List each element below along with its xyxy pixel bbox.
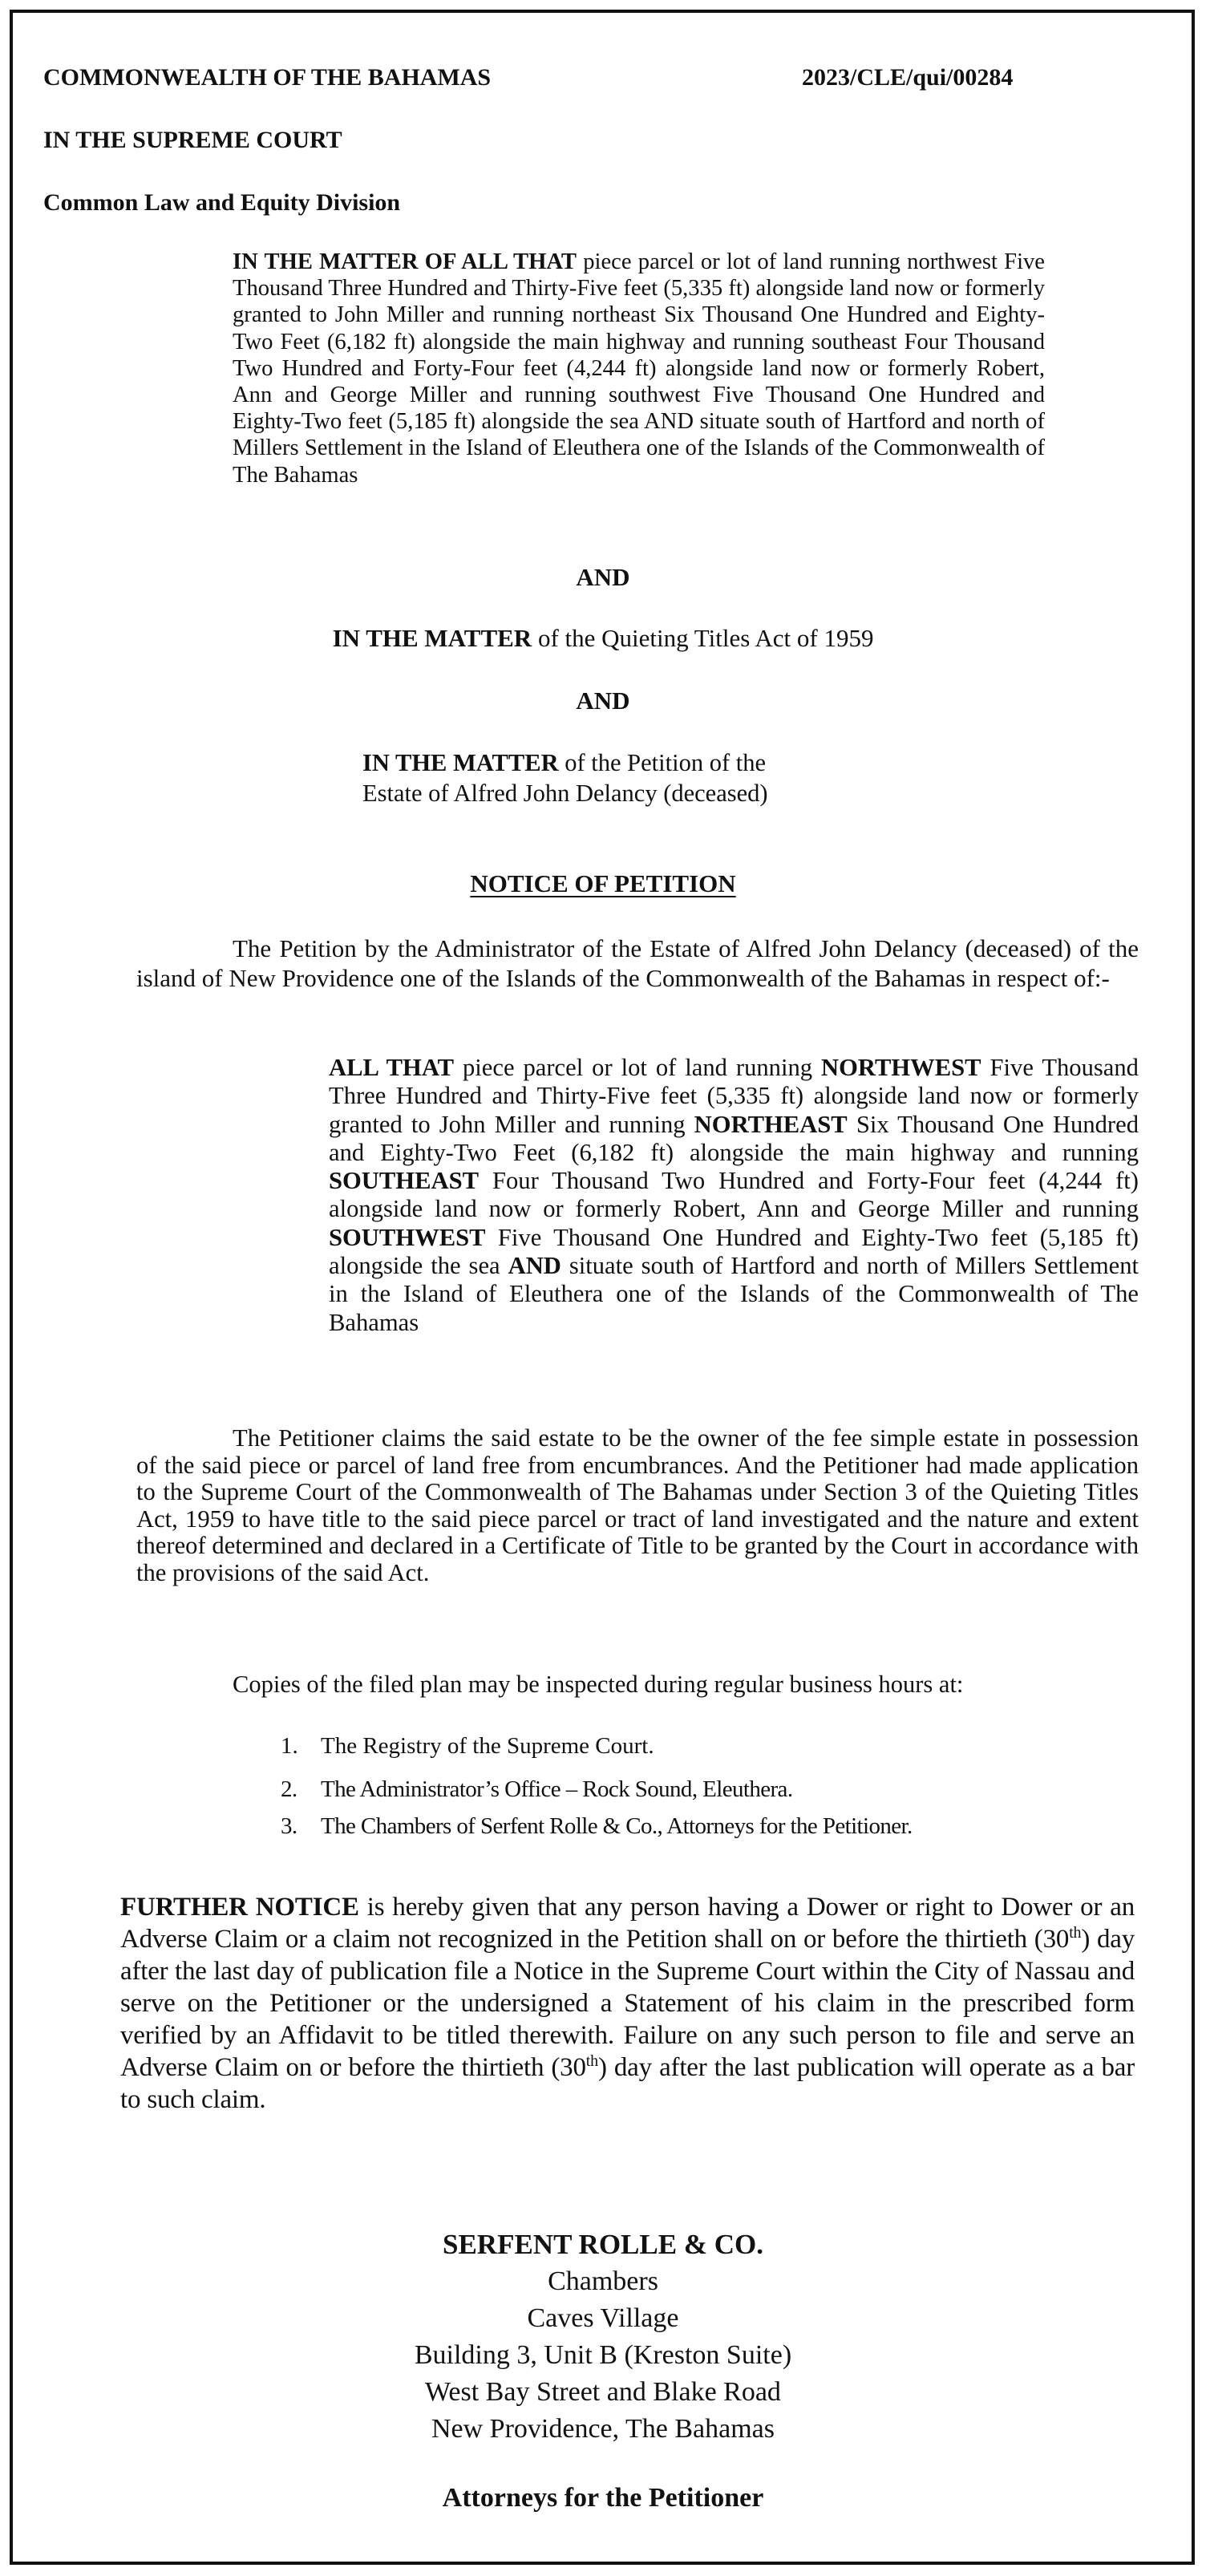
land-description	[329, 1054, 1139, 1337]
land-text-6: situate south of Hartford and north of Millers Settlement in the Island of Eleuthera one of the Islands of the Commonwealth of The Bahamas	[329, 1252, 1139, 1336]
superscript-th: th	[585, 2052, 598, 2070]
matter-two-lead: IN THE MATTER	[332, 624, 532, 652]
matter-one	[233, 249, 1045, 488]
further-notice-lead: FURTHER NOTICE	[120, 1893, 359, 1922]
land-text-5: Five Thousand One Hundred and Eighty-Two feet (5,185 ft) alongside the sea	[329, 1223, 1139, 1280]
location-number: 2.	[281, 1776, 297, 1802]
location-text: The Administrator’s Office – Rock Sound, Eleuthera.	[321, 1776, 793, 1802]
copies-intro: Copies of the filed plan may be inspected during regular business hours at:	[233, 1671, 964, 1698]
and-separator-2: AND	[576, 687, 630, 715]
location-item-1	[281, 1732, 654, 1760]
country-heading: COMMONWEALTH OF THE BAHAMAS	[43, 64, 492, 91]
firm-line-2: Caves Village	[527, 2303, 679, 2333]
case-number: 2023/CLE/qui/00284	[802, 64, 1014, 91]
matter-three-line1: of the Petition of the	[565, 749, 766, 776]
land-northeast: NORTHEAST	[694, 1110, 848, 1138]
notice-title-wrap	[0, 869, 1206, 898]
land-southeast: SOUTHEAST	[329, 1167, 480, 1195]
location-text: The Chambers of Serfent Rolle & Co., Attorneys for the Petitioner.	[321, 1813, 913, 1839]
and-separator-1: AND	[576, 563, 630, 591]
land-and: AND	[508, 1252, 561, 1280]
notice-title: NOTICE OF PETITION	[470, 869, 736, 897]
location-item-3	[281, 1813, 913, 1840]
firm-name: SERFENT ROLLE & CO.	[443, 2229, 763, 2260]
firm-line-1: Chambers	[548, 2266, 658, 2296]
claims-paragraph: The Petitioner claims the said estate to be the owner of the fee simple estate in possession of the said piece or parcel of land free from encumbrances. And the Petitioner had made application to the Supreme Court of the Commonwealth of The Bahamas under Section 3 of the Quieting Titles Act, 1959 to have title to the said piece parcel or tract of land investigated and the nature and extent thereof determined and declared in a Certificate of Title to be granted by the Court in accordance with the provisions of the said Act.	[136, 1424, 1139, 1586]
location-number: 1.	[281, 1733, 298, 1759]
matter-one-lead: IN THE MATTER OF ALL THAT	[233, 249, 577, 274]
land-northwest: NORTHWEST	[821, 1054, 981, 1081]
matter-one-text: piece parcel or lot of land running northwest Five Thousand Three Hundred and Thirty-Five feet (5,335 ft) alongside land now or formerly granted to John Miller and running northeast Six Thousand One Hundred and Eighty-Two Feet (6,182 ft) alongside the main highway and running southeast Four Thousand Two Hundred and Forty-Four feet (4,244 ft) alongside land now or formerly Robert, Ann and George Miller and running southwest Five Thousand One Hundred and Eighty-Two feet (5,185 ft) alongside the sea AND situate south of Hartford and north of Millers Settlement in the Island of Eleuthera one of the Islands of the Commonwealth of The Bahamas	[233, 249, 1046, 488]
firm-line-5: New Providence, The Bahamas	[431, 2414, 775, 2444]
land-text-3: Six Thousand One Hundred and Eighty-Two Feet (6,182 ft) alongside the main highway and running	[329, 1110, 1139, 1166]
further-notice	[120, 1891, 1135, 2116]
superscript-th: th	[1069, 1924, 1082, 1942]
land-text-1: piece parcel or lot of land running	[463, 1054, 813, 1081]
court-heading: IN THE SUPREME COURT	[43, 127, 342, 153]
location-number: 3.	[281, 1813, 297, 1839]
further-text-c: ) day after the last publication will operate as a bar to such claim.	[120, 2053, 1135, 2114]
firm-line-4: West Bay Street and Blake Road	[425, 2377, 781, 2407]
location-text: The Registry of the Supreme Court.	[321, 1733, 654, 1759]
location-item-2	[281, 1776, 792, 1803]
matter-three	[362, 747, 768, 808]
further-text-b: ) day after the last day of publication file a Notice in the Supreme Court within the City of Nassau and serve on the Petitioner or the undersigned a Statement of his claim in the prescribed form verified by an Affidavit to be titled therewith. Failure on any such person to file and serve an Adverse Claim on or before the thirtieth (30	[120, 1925, 1135, 2082]
division-heading: Common Law and Equity Division	[43, 189, 401, 216]
firm-line-3: Building 3, Unit B (Kreston Suite)	[414, 2340, 792, 2370]
matter-two-text: of the Quieting Titles Act of 1959	[537, 624, 874, 652]
petition-intro: The Petition by the Administrator of the Estate of Alfred John Delancy (deceased) of the island of New Providence one of the Islands of the Commonwealth of the Bahamas in respect of:-	[136, 934, 1139, 992]
further-text-a: is hereby given that any person having a Dower or right to Dower or an Adverse Claim or a claim not recognized in the Petition shall on or before the thirtieth (30	[120, 1893, 1135, 1954]
land-all-that: ALL THAT	[329, 1054, 455, 1081]
attorneys-role: Attorneys for the Petitioner	[442, 2483, 764, 2513]
land-text-2: Five Thousand Three Hundred and Thirty-Five feet (5,335 ft) alongside land now or formerly granted to John Miller and running	[329, 1054, 1139, 1138]
matter-three-lead: IN THE MATTER	[362, 749, 559, 776]
land-southwest: SOUTHWEST	[329, 1223, 486, 1251]
matter-three-line2: Estate of Alfred John Delancy (deceased)	[362, 780, 768, 807]
land-text-4: Four Thousand Two Hundred and Forty-Four feet (4,244 ft) alongside land now or formerly Robert, Ann and George Miller and running	[329, 1167, 1139, 1223]
matter-two	[0, 624, 1206, 653]
